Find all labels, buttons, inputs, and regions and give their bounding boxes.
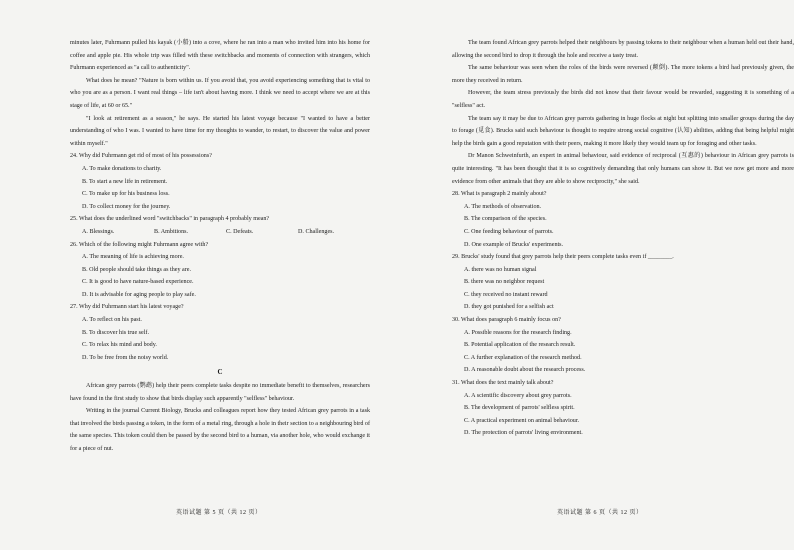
question-29: 29. Brucks' study found that grey parrots help their peers complete tasks even if ________. <box>452 254 674 261</box>
right-column <box>452 37 794 440</box>
option: C. A further explanation of the research method. <box>464 354 582 361</box>
passage-b-paragraph: What does he mean? "Nature is born within us. If you avoid that, you avoid experiencing something that is vital to who you are as a person. I want real things – life isn't about having more. I think we need to accept where we are at this stage of life, at 60 or 65." <box>70 77 370 109</box>
option: B. To start a new life in retirement. <box>82 178 168 185</box>
question-27: 27. Why did Fuhrmann start his latest voyage? <box>70 304 184 311</box>
question-24: 24. Why did Fuhrmann get rid of most of his possessions? <box>70 153 212 160</box>
option: A. Possible reasons for the research finding. <box>464 329 572 336</box>
option: B. Potential application of the research result. <box>464 342 576 349</box>
option: A. To reflect on his past. <box>82 317 142 324</box>
option: D. Challenges. <box>298 228 335 235</box>
option: D. A reasonable doubt about the research process. <box>464 367 586 374</box>
section-heading: C <box>217 368 223 377</box>
option: D. To collect money for the journey. <box>82 203 171 210</box>
option: A. To make donations to charity. <box>82 165 162 172</box>
option: C. Defeats. <box>226 228 254 235</box>
option: A. The methods of observation. <box>464 203 542 210</box>
passage-c-paragraph: The team say it may be due to African grey parrots gathering in huge flocks at night but splitting into smaller groups during the day to forage (觅食). Brucks said such behaviour is thought to require strong social cognitive (认知) abilities, adding that being helpful might help the birds gain a good reputation with their peers, making it more likely they would team up for foraging and other tasks. <box>452 115 794 147</box>
option: C. they received no instant reward <box>464 291 548 298</box>
passage-c-paragraph: Dr Manon Schweinfurth, an expert in animal behaviour, said evidence of reciprocal (互惠的) behaviour in African grey parrots is quite interesting. "It has been thought that it is so cognitively demanding that only humans can show it. But we now get more and more evidence from other animals that they are able to show reciprocity," she said. <box>452 153 794 185</box>
option: B. Old people should take things as they are. <box>82 266 191 273</box>
page-footer: 英语试题 第 6 页（共 12 页） <box>557 510 643 516</box>
option: A. Blessings. <box>82 228 115 235</box>
question-25: 25. What does the underlined word "switchbacks" in paragraph 4 probably mean? <box>70 216 270 223</box>
option: D. The protection of parrots' living environment. <box>464 430 583 437</box>
passage-b-paragraph: "I look at retirement as a season," he says. He started his latest voyage because "I wanted to have a better understanding of who I was. I wanted to have time for my thoughts to wander, to restart, to discover the value and power within myself." <box>70 115 370 147</box>
option: A. there was no human signal <box>464 266 537 273</box>
option: A. A scientific discovery about grey parrots. <box>464 392 572 399</box>
option: D. they got punished for a selfish act <box>464 304 554 311</box>
option: C. To make up for his business loss. <box>82 191 170 198</box>
question-31: 31. What does the text mainly talk about? <box>452 380 554 387</box>
option: B. The development of parrots' selfless spirit. <box>464 405 575 412</box>
option: B. there was no neighbor request <box>464 279 545 286</box>
passage-c-paragraph: African grey parrots (鹦鹉) help their peers complete tasks despite no immediate benefit to themselves, researchers have found in the first study to show that birds display such apparently "selfless" behaviour. <box>70 383 370 402</box>
option: B. To discover his true self. <box>82 329 149 336</box>
option: C. To relax his mind and body. <box>82 342 157 349</box>
option: B. The comparison of the species. <box>464 216 547 223</box>
options-row <box>82 226 370 239</box>
passage-c-paragraph: The same behaviour was seen when the roles of the birds were reversed (颠倒). The more tokens a bird had previously given, the more they received in return. <box>452 65 794 84</box>
passage-c-paragraph: However, the team stress previously the birds did not know that their favour would be rewarded, suggesting it is something of a "selfless" act. <box>452 90 794 109</box>
passage-b-paragraph: minutes later, Fuhrmann pulled his kayak (小船) into a cove, where he ran into a man who invited him into his home for coffee and apple pie. His whole trip was filled with these switchbacks and moments of connection with strangers, which Fuhrmann experienced as "a call to authenticity". <box>70 40 370 72</box>
question-28: 28. What is paragraph 2 mainly about? <box>452 191 547 198</box>
option: D. It is advisable for aging people to play safe. <box>82 291 196 298</box>
passage-c-paragraph: Writing in the journal Current Biology, Brucks and colleagues report how they tested African grey parrots in a task that involved the birds passing a token, in the form of a metal ring, through a hole in their section to a neighbouring bird of the same species. This token could then be passed by the second bird to a human, via another hole, who would exchange it for a piece of nut. <box>70 408 370 452</box>
question-30: 30. What does paragraph 6 mainly focus on? <box>452 317 561 324</box>
passage-c-paragraph: The team found African grey parrots helped their neighbours by passing tokens to their neighbour when a human held out their hand, allowing the second bird to drop it through the hole and receive a tasty treat. <box>452 40 794 59</box>
left-column <box>70 37 370 456</box>
option: C. A practical experiment on animal behaviour. <box>464 417 580 424</box>
option: C. One feeding behaviour of parrots. <box>464 228 554 235</box>
option: D. One example of Brucks' experiments. <box>464 241 564 248</box>
page-footer: 英语试题 第 5 页（共 12 页） <box>176 510 262 516</box>
option: D. To be free from the noisy world. <box>82 354 169 361</box>
option: A. The meaning of life is achieving more. <box>82 254 184 261</box>
option: C. It is good to have nature-based experience. <box>82 279 194 286</box>
option: B. Ambitions. <box>154 228 189 235</box>
question-26: 26. Which of the following might Fuhrmann agree with? <box>70 241 209 248</box>
